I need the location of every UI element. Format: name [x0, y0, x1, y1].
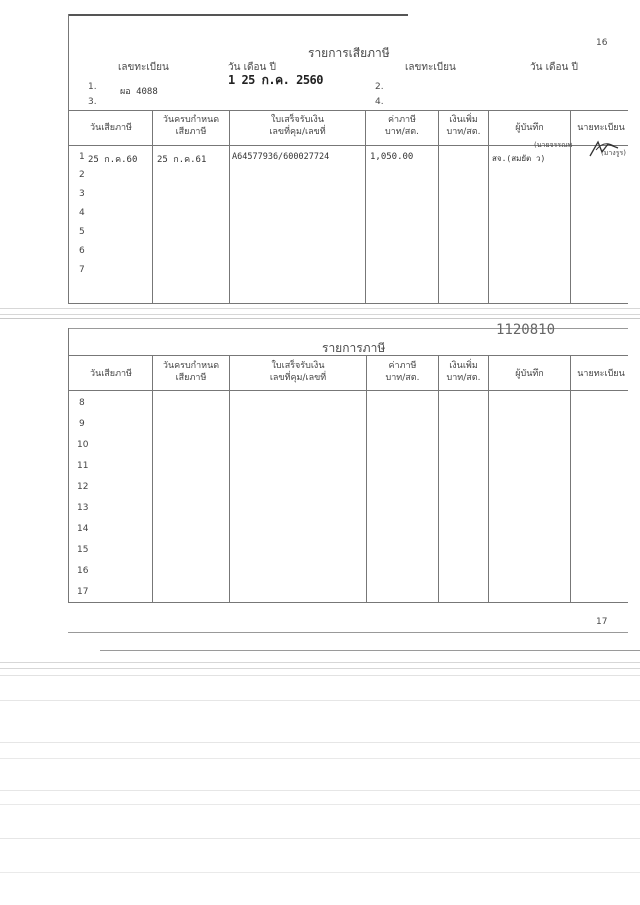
form1-row-num: 2 [79, 170, 85, 180]
scan-line [0, 700, 640, 701]
scan-line [0, 758, 640, 759]
form2-row-num: 16 [77, 566, 89, 576]
hdr-due-date: วันครบกำหนด เสียภาษี [162, 361, 220, 383]
scan-line [0, 318, 640, 319]
form1-col-sep-6 [570, 110, 571, 303]
form1-row-num: 7 [79, 265, 85, 275]
form1-col-sep-3 [365, 110, 366, 303]
line-num-4: 4. [375, 97, 384, 107]
hdr-tax-amount: ค่าภาษี บาท/สต. [385, 115, 419, 137]
form2-row-num: 12 [77, 482, 89, 492]
hdr-tax-date: วันเสียภาษี [90, 369, 132, 379]
form1-col-sep-1 [152, 110, 153, 303]
reg-label-left: เลขทะเบียน [118, 62, 169, 73]
form1-top-border [68, 14, 408, 16]
form2-table-bottom [68, 602, 628, 603]
page-number-bottom: 17 [596, 617, 608, 627]
form2-col-sep-6 [570, 355, 571, 602]
row1-receipt: A64577936/600027724 [232, 152, 330, 162]
row1-tax-amount: 1,050.00 [370, 152, 414, 162]
scan-line [0, 838, 640, 839]
hdr-registrar: นายทะเบียน [577, 369, 625, 379]
form1-col-sep-5 [488, 110, 489, 303]
scan-line [0, 668, 640, 669]
scan-line [0, 314, 640, 315]
form2-col-sep-2 [229, 355, 230, 602]
scan-line [0, 308, 640, 309]
hdr-receipt: ใบเสร็จรับเงิน เลขที่คุม/เลขที่ [269, 361, 327, 383]
scan-line [0, 872, 640, 873]
line-num-2: 2. [375, 82, 384, 92]
hdr-registrar: นายทะเบียน [577, 123, 625, 133]
form2-row-num: 17 [77, 587, 89, 597]
hdr-surcharge: เงินเพิ่ม บาท/สต. [446, 361, 481, 383]
scan-line [0, 675, 640, 676]
form1-row-num: 6 [79, 246, 85, 256]
form2-col-sep-4 [438, 355, 439, 602]
form1-col-sep-2 [229, 110, 230, 303]
form2-col-sep-1 [152, 355, 153, 602]
date-stamp: 1 25 ก.ค. 2560 [228, 73, 323, 87]
form1-row-num: 1 [79, 152, 85, 162]
scan-line [0, 790, 640, 791]
row1-registrar: (มางรูร) [601, 149, 626, 157]
hdr-tax-date: วันเสียภาษี [90, 123, 132, 133]
hdr-recorder: ผู้บันทึก [515, 123, 544, 133]
scan-line [0, 742, 640, 743]
form2-footer-line [68, 632, 628, 633]
hdr-surcharge: เงินเพิ่ม บาท/สต. [446, 115, 481, 137]
scan-line [0, 804, 640, 805]
reg-value: ผอ 4088 [120, 87, 158, 97]
reg-label-right: เลขทะเบียน [405, 62, 456, 73]
hdr-receipt: ใบเสร็จรับเงิน เลขที่คุม/เลขที่ [269, 115, 326, 137]
form1-row-num: 4 [79, 208, 85, 218]
form2-row-num: 15 [77, 545, 89, 555]
signature-scribble [588, 138, 622, 160]
scan-line [100, 650, 640, 651]
form2-col-sep-5 [488, 355, 489, 602]
row1-recorder-note: (นายจรรณพ [534, 141, 573, 149]
form1-table-bottom [68, 303, 628, 304]
form1-left-border [68, 14, 69, 304]
form2-row-num: 10 [77, 440, 89, 450]
row1-recorder: สจ.(สมยัต ว) [492, 154, 546, 163]
scan-line [0, 662, 640, 663]
form2-col-sep-3 [366, 355, 367, 602]
hdr-tax-amount: ค่าภาษี บาท/สต. [385, 361, 420, 383]
form2-row-num: 9 [79, 419, 85, 429]
form2-row-num: 14 [77, 524, 89, 534]
form2-left-border [68, 328, 69, 603]
hdr-due-date: วันครบกำหนด เสียภาษี [162, 115, 220, 137]
form2-row-num: 8 [79, 398, 85, 408]
line-num-1: 1. [88, 82, 97, 92]
form2-row-num: 13 [77, 503, 89, 513]
form1-row-num: 5 [79, 227, 85, 237]
form1-col-sep-4 [438, 110, 439, 303]
hdr-recorder: ผู้บันทึก [515, 369, 544, 379]
date-label-left: วัน เดือน ปี [228, 62, 276, 73]
form2-row-num: 11 [77, 461, 89, 471]
form1-row-num: 3 [79, 189, 85, 199]
page-number-top: 16 [596, 38, 608, 48]
form2-title: รายการภาษี [322, 341, 386, 355]
row1-tax-date: 25 ก.ค.60 [88, 155, 138, 165]
date-label-right: วัน เดือน ปี [530, 62, 578, 73]
line-num-3: 3. [88, 97, 97, 107]
form1-title: รายการเสียภาษี [308, 46, 390, 60]
form2-serial: 1120810 [496, 322, 556, 338]
row1-due-date: 25 ก.ค.61 [157, 155, 207, 165]
